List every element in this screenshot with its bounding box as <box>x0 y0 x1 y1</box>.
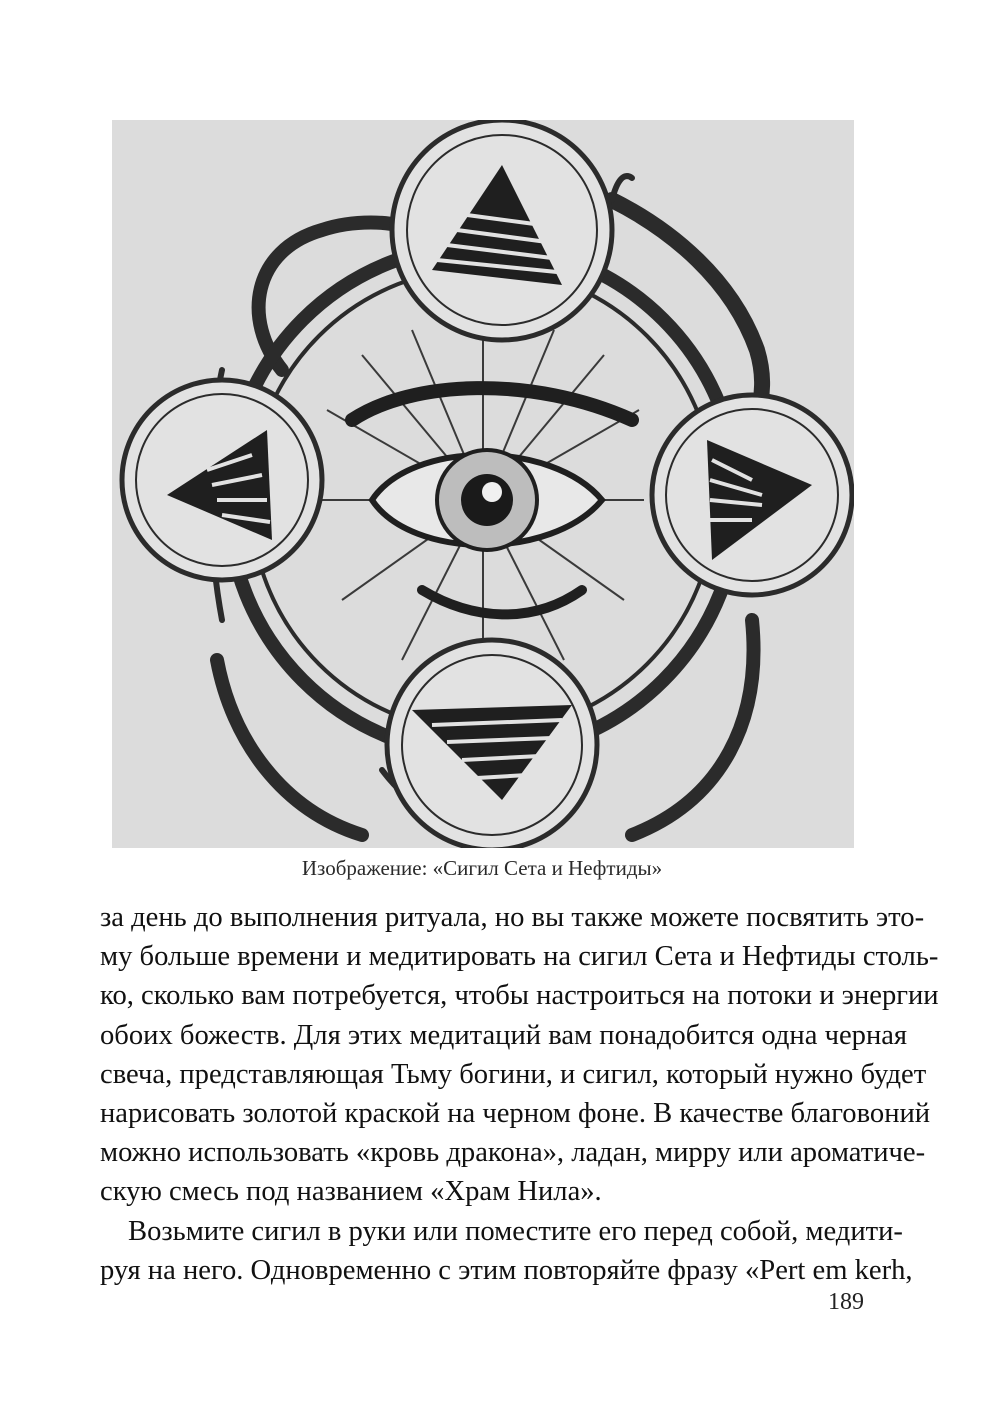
text-line: скую смесь под названием «Храм Нила». <box>100 1176 602 1208</box>
pyramid-icon <box>387 640 597 848</box>
sigil-illustration <box>112 120 854 848</box>
sigil-of-set-and-nephthys-icon <box>112 120 854 848</box>
text-line: му больше времени и медитировать на сигил Сета и Нефтиды столь- <box>100 941 939 973</box>
pyramid-icon <box>122 380 322 580</box>
pyramid-icon <box>392 120 612 340</box>
text-line: свеча, представляющая Тьму богини, и сигил, который нужно будет <box>100 1058 927 1090</box>
figure-caption: Изображение: «Сигил Сета и Нефтиды» <box>301 856 663 880</box>
pyramid-icon <box>652 395 852 595</box>
text-line: ко, сколько вам потребуется, чтобы настроиться на потоки и энергии <box>100 980 939 1012</box>
text-line: за день до выполнения ритуала, но вы также можете посвятить это- <box>100 902 925 933</box>
body-text <box>100 898 939 1290</box>
text-line: нарисовать золотой краской на черном фоне. В качестве благовоний <box>100 1097 931 1129</box>
page-number: 189 <box>828 1289 864 1315</box>
text-line: руя на него. Одновременно с этим повторяйте фразу «Pert em kerh, <box>100 1254 913 1286</box>
text-line: можно использовать «кровь дракона», ладан, мирру или ароматиче- <box>100 1137 926 1169</box>
text-line: Возьмите сигил в руки или поместите его перед собой, медити- <box>128 1215 903 1247</box>
text-line: обоих божеств. Для этих медитаций вам понадобится одна черная <box>100 1019 908 1051</box>
